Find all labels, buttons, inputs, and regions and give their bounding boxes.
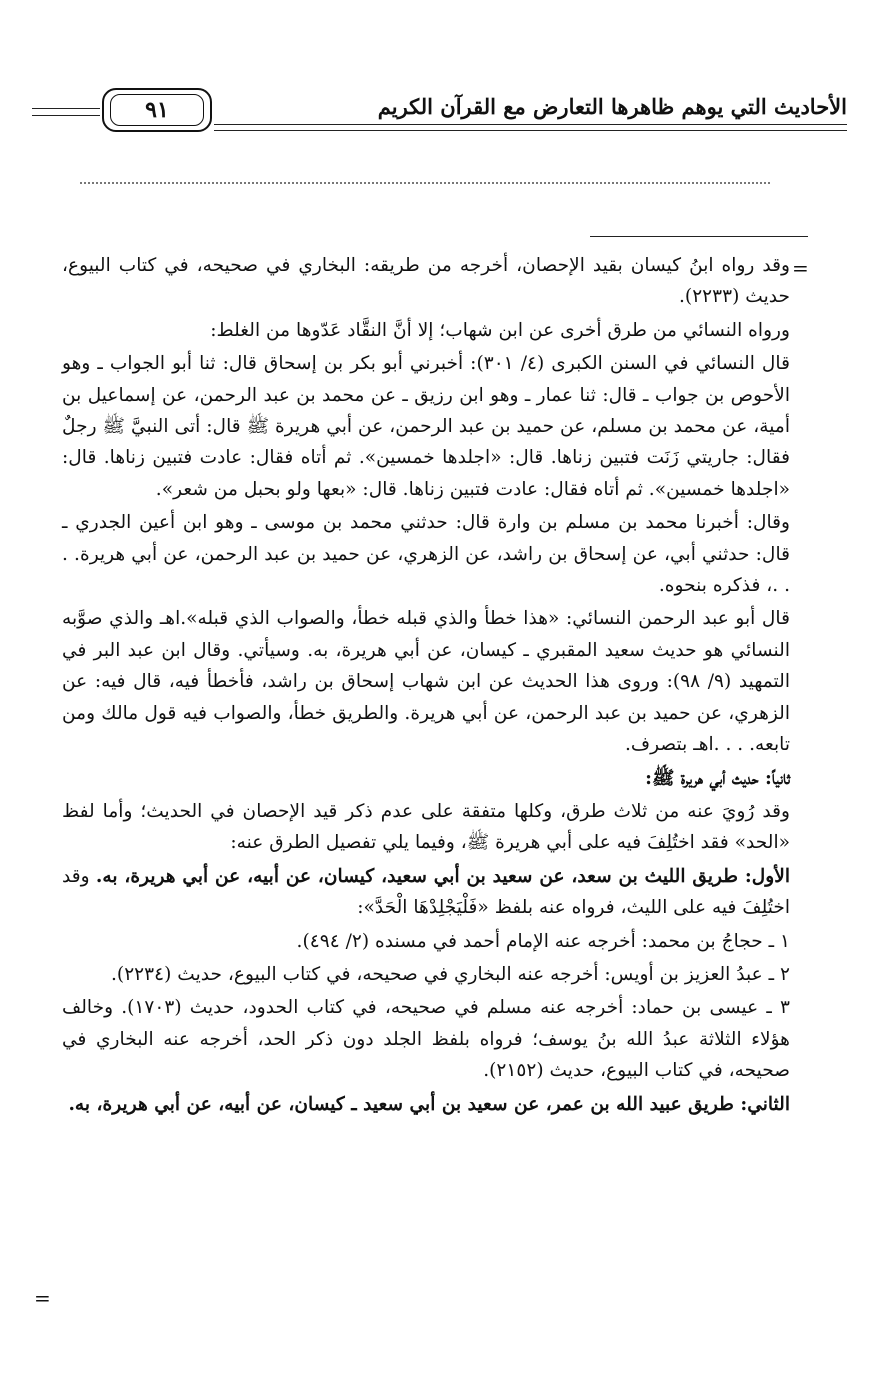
second-route-heading: الثاني: طريق عبيد الله بن عمر، عن سعيد بن أبي سعيد ـ كيسان، عن أبيه، عن أبي هريرة، به. xyxy=(68,1093,790,1115)
header-rule-left-top xyxy=(32,108,100,109)
header-rule-right-bottom xyxy=(214,130,847,131)
numbered-item: ٣ ـ عيسى بن حماد: أخرجه عنه مسلم في صحيحه، في كتاب الحدود، حديث (١٧٠٣). وخالف هؤلاء الثلاثة عبدُ الله بنُ يوسف؛ فرواه بلفظ الجلد دون ذكر الحد، أخرجه عنه البخاري في صحيحه، في كتاب البيوع، حديث (٢١٥٢). xyxy=(62,997,790,1082)
paragraph: وقد رُويَ عنه من ثلاث طرق، وكلها متفقة على عدم ذكر قيد الإحصان في الحديث؛ وأما لفظ «الحد» فقد اختُلِفَ فيه على أبي هريرة ﷺ، وفيما يلي تفصيل الطرق عنه: xyxy=(62,800,790,854)
page-number: ٩١ xyxy=(110,94,204,126)
paragraph: قال النسائي في السنن الكبرى (٤/ ٣٠١): أخبرني أبو بكر بن إسحاق قال: ثنا أبو الجواب ـ وهو الأحوص بن جواب ـ قال: ثنا عمار ـ وهو ابن رزيق ـ عن محمد بن عبد الرحمن، عن إسماعيل بن أمية، عن محمد بن مسلم، عن حميد بن عبد الرحمن، عن أبي هريرة ﷺ قال: أتى النبيَّ ﷺ رجلٌ فقال: جاريتي زَنَت فتبين زناها. قال: «اجلدها خمسين». ثم أتاه فقال: عادت فتبين زناها. قال: «اجلدها خمسين». ثم أتاه فقال: عادت فتبين زناها. قال: «بعها ولو بحبل من شعر». xyxy=(62,353,790,500)
numbered-item: ١ ـ حجاجُ بن محمد: أخرجه عنه الإمام أحمد في مسنده (٢/ ٤٩٤). xyxy=(296,930,790,952)
header-rule-right-top xyxy=(214,124,847,125)
numbered-item: ٢ ـ عبدُ العزيز بن أويس: أخرجه عنه البخاري في صحيحه، في كتاب البيوع، حديث (٢٢٣٤). xyxy=(111,963,790,985)
first-route-label: الأول: طريق الليث بن سعد، عن سعيد بن أبي سعيد، كيسان، عن أبيه، عن أبي هريرة، به. xyxy=(95,865,790,887)
header-rule-left-bottom xyxy=(32,115,100,116)
footnote-rule xyxy=(590,236,808,237)
running-title: الأحاديث التي يوهم ظاهرها التعارض مع القرآن الكريم xyxy=(377,94,847,119)
page-number-frame xyxy=(102,88,212,132)
dotted-separator xyxy=(80,182,770,184)
page-header xyxy=(32,88,847,138)
first-route-paragraph xyxy=(62,861,790,924)
paragraph: وقد رواه ابنُ كيسان بقيد الإحصان، أخرجه من طريقه: البخاري في صحيحه، في كتاب البيوع، حديث (٢٢٣٣). xyxy=(62,255,790,308)
first-route-text: وقد اختُلِفَ فيه على الليث، فرواه عنه بلفظ «فَلْيَجْلِدْهَا الْحَدَّ»: xyxy=(62,865,790,919)
footnote-body xyxy=(62,250,790,1122)
paragraph: قال أبو عبد الرحمن النسائي: «هذا خطأ والذي قبله خطأ، والصواب الذي قبله».اهـ والذي صوَّبه النسائي هو حديث سعيد المقبري ـ كيسان، عن أبي هريرة، به. وسيأتي. وقال ابن عبد البر في التمهيد (٩/ ٩٨): وروى هذا الحديث عن ابن شهاب إسحاق بن راشد، فأخطأ فيه، قال فيه: عن الزهري، عن حميد بن عبد الرحمن، عن أبي هريرة. والطريق خطأ، والصواب فيه قول مالك ومن تابعه. . . .اهـ بتصرف. xyxy=(62,608,790,756)
paragraph: ورواه النسائي من طرق أخرى عن ابن شهاب؛ إلا أنَّ النقَّاد عَدّوها من الغلط: xyxy=(210,319,790,341)
continuation-mark-bottom: = xyxy=(34,1286,51,1310)
paragraph: وقال: أخبرنا محمد بن مسلم بن وارة قال: حدثني محمد بن موسى ـ وهو ابن أعين الجدري ـ قال: حدثني أبي، عن إسحاق بن راشد، عن الزهري، عن حميد بن عبد الرحمن، عن أبي هريرة. . . .، فذكره بنحوه. xyxy=(62,512,790,597)
section-heading: ثانياً: حديث أبي هريرة ﷺ: xyxy=(645,767,790,789)
continuation-mark-top: = xyxy=(792,256,809,280)
